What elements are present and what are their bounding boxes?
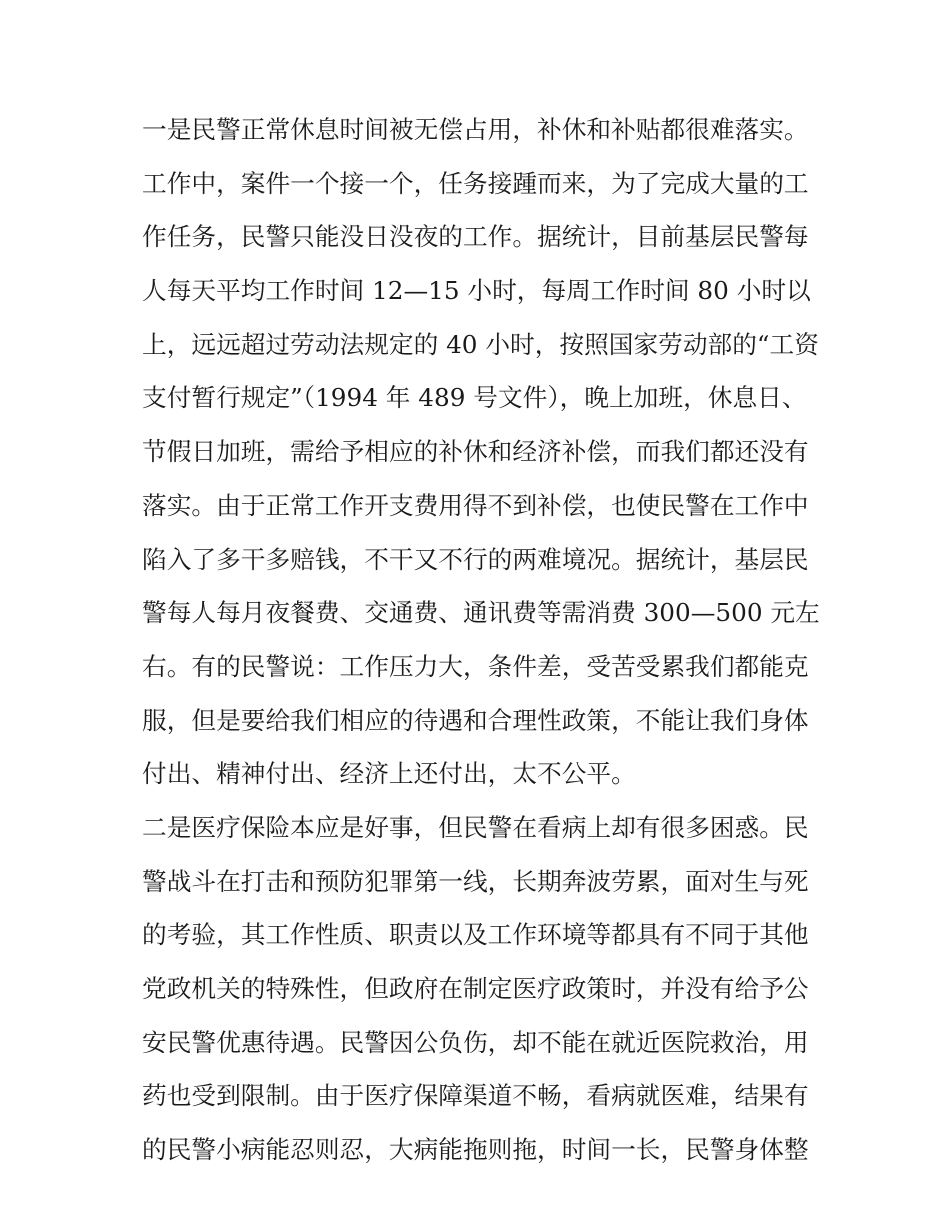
document-body: [142, 103, 822, 1177]
text-line: 药也受到限制。由于医疗保障渠道不畅，看病就医难，结果有: [142, 1081, 809, 1111]
text-line: 作任务，民警只能没日没夜的工作。据统计，目前基层民警每: [142, 222, 809, 252]
text-line: 付出、精神付出、经济上还付出，太不公平。: [142, 759, 636, 789]
text-line: 支付暂行规定”（1994 年 489 号文件），晚上加班，休息日、: [142, 383, 807, 413]
text-line: 警每人每月夜餐费、交通费、通讯费等需消费 300—500 元左: [142, 598, 820, 628]
text-line: 党政机关的特殊性，但政府在制定医疗政策时，并没有给予公: [142, 974, 809, 1003]
text-line: 安民警优惠待遇。民警因公负伤，却不能在就近医院救治，用: [142, 1027, 809, 1057]
text-line: 节假日加班，需给予相应的补休和经济补偿，而我们都还没有: [142, 437, 809, 467]
text-line: 右。有的民警说：工作压力大，条件差，受苦受累我们都能克: [142, 651, 809, 681]
text-line: 工作中，案件一个接一个，任务接踵而来，为了完成大量的工: [142, 168, 809, 198]
text-line: 一是民警正常休息时间被无偿占用，补休和补贴都很难落实。: [142, 115, 809, 144]
text-line: 的民警小病能忍则忍，大病能拖则拖，时间一长，民警身体整: [142, 1135, 809, 1165]
text-line: 陷入了多干多赔钱，不干又不行的两难境况。据统计，基层民: [142, 544, 809, 574]
text-line: 服，但是要给我们相应的待遇和合理性政策，不能让我们身体: [142, 705, 809, 735]
text-line: 的考验，其工作性质、职责以及工作环境等都具有不同于其他: [142, 920, 809, 950]
text-line: 二是医疗保险本应是好事，但民警在看病上却有很多困惑。民: [142, 812, 809, 842]
text-line: 落实。由于正常工作开支费用得不到补偿，也使民警在工作中: [142, 490, 809, 520]
text-line: 上，远远超过劳动法规定的 40 小时，按照国家劳动部的“工资: [142, 329, 819, 359]
text-line: 警战斗在打击和预防犯罪第一线，长期奔波劳累，面对生与死: [142, 866, 809, 896]
text-line: 人每天平均工作时间 12—15 小时，每周工作时间 80 小时以: [142, 276, 811, 306]
